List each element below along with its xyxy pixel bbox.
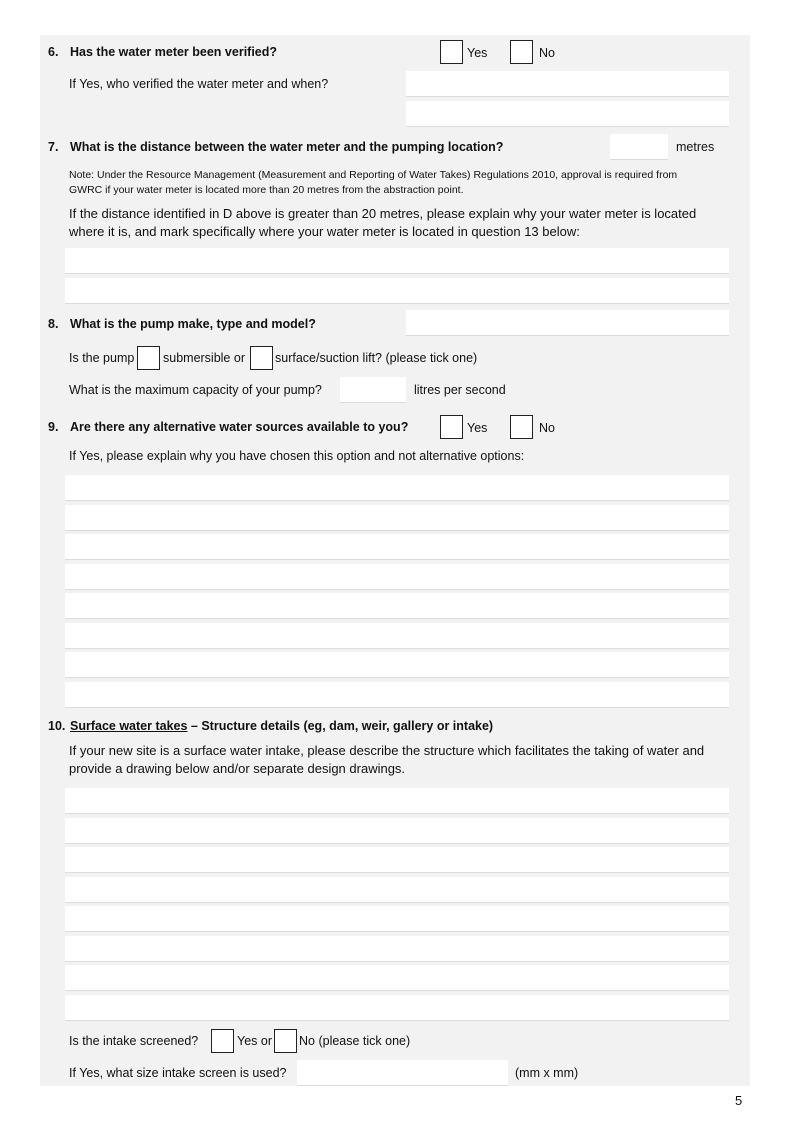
q8-submersible-label: submersible or: [163, 351, 245, 365]
q8-surface-checkbox[interactable]: [250, 346, 273, 370]
q10-structure-input-2[interactable]: [65, 818, 729, 844]
q10-structure-input-6[interactable]: [65, 936, 729, 962]
q9-explain-input-5[interactable]: [65, 593, 729, 619]
q9-yes-checkbox[interactable]: [440, 415, 463, 439]
q9-title: Are there any alternative water sources available to you?: [70, 420, 409, 434]
q10-size-label: If Yes, what size intake screen is used?: [69, 1066, 287, 1080]
q8-capacity-label: What is the maximum capacity of your pump?: [69, 383, 322, 397]
q10-screened-no-checkbox[interactable]: [274, 1029, 297, 1053]
q10-structure-input-5[interactable]: [65, 906, 729, 932]
page-number: 5: [735, 1093, 743, 1108]
q7-unit: metres: [676, 140, 715, 154]
q10-screened-no-label: No (please tick one): [299, 1034, 411, 1048]
q10-title-underlined: Surface water takes: [70, 719, 188, 733]
q10-para-line1: If your new site is a surface water intake, please describe the structure which facilitates the taking of water and: [69, 743, 705, 758]
q6-verifier-input-2[interactable]: [406, 101, 729, 127]
q9-number: 9.: [48, 420, 59, 434]
q8-number: 8.: [48, 317, 59, 331]
q6-no-label: No: [539, 46, 555, 60]
q8-title: What is the pump make, type and model?: [70, 317, 316, 331]
q8-submersible-checkbox[interactable]: [137, 346, 160, 370]
q9-explain-input-3[interactable]: [65, 534, 729, 560]
q10-title-rest: – Structure details (eg, dam, weir, gallery or intake): [187, 719, 494, 733]
q7-note-line2: GWRC if your water meter is located more than 20 metres from the abstraction point.: [69, 184, 464, 196]
q9-explain-input-8[interactable]: [65, 682, 729, 708]
q9-explain-input-1[interactable]: [65, 475, 729, 501]
q10-screened-yes-checkbox[interactable]: [211, 1029, 234, 1053]
q10-size-input[interactable]: [297, 1060, 508, 1086]
q10-structure-input-4[interactable]: [65, 877, 729, 903]
q7-note-line1: Note: Under the Resource Management (Measurement and Reporting of Water Takes) Regulations 2010, approval is required from: [69, 169, 678, 181]
q10-structure-input-8[interactable]: [65, 995, 729, 1021]
q9-followup-label: If Yes, please explain why you have chosen this option and not alternative options:: [69, 449, 525, 463]
q10-number: 10.: [48, 719, 66, 733]
q7-para-line2: where it is, and mark specifically where your water meter is located in question 13 below:: [69, 224, 580, 239]
q10-structure-input-1[interactable]: [65, 788, 729, 814]
q10-structure-input-3[interactable]: [65, 847, 729, 873]
q8-surface-label: surface/suction lift? (please tick one): [275, 351, 478, 365]
q9-no-label: No: [539, 421, 555, 435]
q10-screened-yes-label: Yes or: [237, 1034, 272, 1048]
q9-yes-label: Yes: [467, 421, 488, 435]
q8-pump-input[interactable]: [406, 310, 729, 336]
q6-followup-label: If Yes, who verified the water meter and when?: [69, 77, 329, 91]
q7-title: What is the distance between the water meter and the pumping location?: [70, 140, 504, 154]
q10-para-line2: provide a drawing below and/or separate design drawings.: [69, 761, 406, 776]
q10-title: [70, 718, 493, 734]
q10-screened-label: Is the intake screened?: [69, 1034, 199, 1048]
q7-distance-input[interactable]: [610, 134, 668, 160]
q7-explain-input-1[interactable]: [65, 248, 729, 274]
q6-yes-label: Yes: [467, 46, 488, 60]
q8-capacity-input[interactable]: [340, 377, 406, 403]
q9-explain-input-4[interactable]: [65, 564, 729, 590]
q7-explain-input-2[interactable]: [65, 278, 729, 304]
q6-title: Has the water meter been verified?: [70, 45, 278, 59]
q9-explain-input-2[interactable]: [65, 505, 729, 531]
q10-structure-input-7[interactable]: [65, 965, 729, 991]
q8-pump-prefix: Is the pump: [69, 351, 135, 365]
q6-yes-checkbox[interactable]: [440, 40, 463, 64]
q9-explain-input-7[interactable]: [65, 652, 729, 678]
q7-number: 7.: [48, 140, 59, 154]
q6-number: 6.: [48, 45, 59, 59]
q6-verifier-input-1[interactable]: [406, 71, 729, 97]
q10-size-unit: (mm x mm): [515, 1066, 579, 1080]
q7-para-line1: If the distance identified in D above is greater than 20 metres, please explain why your water meter is located: [69, 206, 697, 221]
q6-no-checkbox[interactable]: [510, 40, 533, 64]
q8-capacity-unit: litres per second: [414, 383, 506, 397]
q9-no-checkbox[interactable]: [510, 415, 533, 439]
q9-explain-input-6[interactable]: [65, 623, 729, 649]
